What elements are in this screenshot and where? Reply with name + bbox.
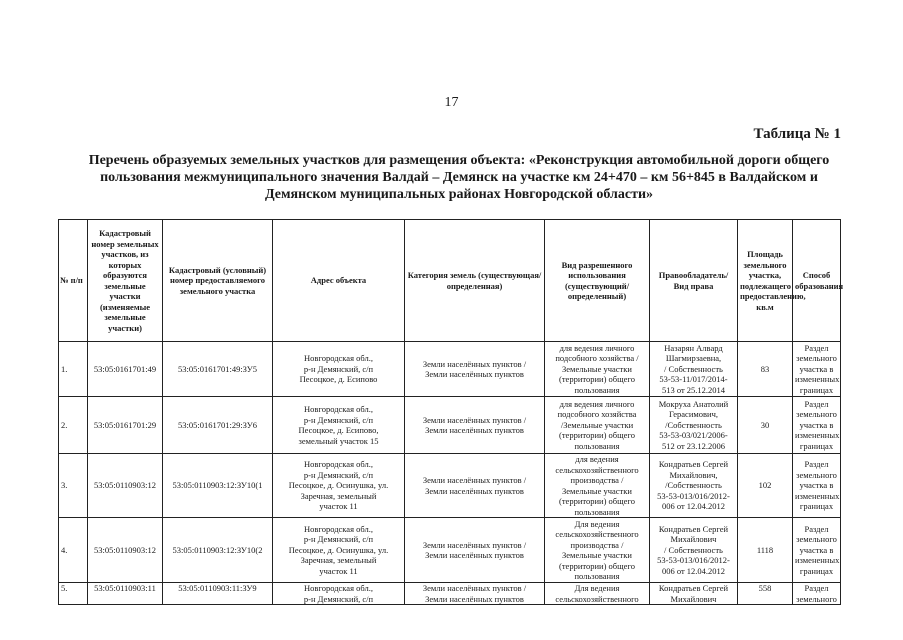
cell-permitted-use: Для ведения сельскохозяйственного производства / Земельные участки (территории) общего пользования <box>545 518 650 583</box>
cell-cadastral: 53:05:0161701:29 <box>88 397 163 454</box>
cell-cadastral: 53:05:0110903:12 <box>88 454 163 518</box>
table-row <box>59 397 841 454</box>
table-row <box>59 454 841 518</box>
header-owner: Правообладатель/ Вид права <box>650 220 738 342</box>
table-row <box>59 518 841 583</box>
cell-num: 3. <box>59 454 88 518</box>
cell-owner: Кондратьев Сергей Михайлович, /Собственность 53-53-013/016/2012- 006 от 12.04.2012 <box>650 454 738 518</box>
cell-formation-method: Раздел земельного участка в измененных границах <box>793 397 841 454</box>
header-permitted-use: Вид разрешенного использования (существующий/определенный) <box>545 220 650 342</box>
cell-num: 5. <box>59 583 88 605</box>
cell-formation-method: Раздел земельного <box>793 583 841 605</box>
cell-area: 1118 <box>738 518 793 583</box>
cell-address: Новгородская обл., р-н Демянский, с/п Песоцкое, д. Есипово <box>273 342 405 397</box>
cell-address: Новгородская обл., р-н Демянский, с/п Песоцкое, д. Осинушка, ул. Заречная, земельный участок 11 <box>273 454 405 518</box>
cell-owner: Кондратьев Сергей Михайлович <box>650 583 738 605</box>
cell-conditional-number: 53:05:0161701:49:ЗУ5 <box>163 342 273 397</box>
cell-conditional-number: 53:05:0110903:12:ЗУ10(1 <box>163 454 273 518</box>
cell-land-category: Земли населённых пунктов / Земли населённых пунктов <box>405 397 545 454</box>
cell-owner: Кондратьев Сергей Михайлович / Собственность 53-53-013/016/2012- 006 от 12.04.2012 <box>650 518 738 583</box>
cell-address: Новгородская обл., р-н Демянский, с/п Песоцкое, д. Есипово, земельный участок 15 <box>273 397 405 454</box>
cell-address: Новгородская обл., р-н Демянский, с/п Песоцкое, д. Осинушка, ул. Заречная, земельный участок 11 <box>273 518 405 583</box>
header-land-category: Категория земель (существующая/определенная) <box>405 220 545 342</box>
cell-conditional-number: 53:05:0161701:29:ЗУ6 <box>163 397 273 454</box>
header-num: № п/п <box>59 220 88 342</box>
cell-conditional-number: 53:05:0110903:11:ЗУ9 <box>163 583 273 605</box>
cell-num: 2. <box>59 397 88 454</box>
header-cadastral: Кадастровый номер земельных участков, из которых образуются земельные участки (изменяемые земельные участки) <box>88 220 163 342</box>
cell-area: 102 <box>738 454 793 518</box>
land-parcels-table <box>58 219 844 605</box>
cell-land-category: Земли населённых пунктов / Земли населённых пунктов <box>405 583 545 605</box>
cell-permitted-use: для ведения личного подсобного хозяйства / Земельные участки (территории) общего пользования <box>545 342 650 397</box>
cell-permitted-use: для ведения сельскохозяйственного производства / Земельные участки (территории) общего пользования <box>545 454 650 518</box>
cell-land-category: Земли населённых пунктов / Земли населённых пунктов <box>405 518 545 583</box>
header-formation-method: Способ образования <box>793 220 841 342</box>
cell-formation-method: Раздел земельного участка в измененных границах <box>793 342 841 397</box>
cell-owner: Мокруха Анатолий Герасимович, /Собственность 53-53-03/021/2006- 512 от 23.12.2006 <box>650 397 738 454</box>
header-conditional-number: Кадастровый (условный) номер предоставляемого земельного участка <box>163 220 273 342</box>
cell-area: 30 <box>738 397 793 454</box>
cell-conditional-number: 53:05:0110903:12:ЗУ10(2 <box>163 518 273 583</box>
table-header <box>59 220 844 342</box>
cell-owner: Назарян Алвард Шагмирзаевна, / Собственность 53-53-11/017/2014- 513 от 25.12.2014 <box>650 342 738 397</box>
cell-cadastral: 53:05:0110903:11 <box>88 583 163 605</box>
cell-num: 4. <box>59 518 88 583</box>
cell-cadastral: 53:05:0110903:12 <box>88 518 163 583</box>
table-row <box>59 342 841 397</box>
cell-num: 1. <box>59 342 88 397</box>
table-label: Таблица № 1 <box>753 126 841 142</box>
cell-area: 558 <box>738 583 793 605</box>
header-address: Адрес объекта <box>273 220 405 342</box>
cell-cadastral: 53:05:0161701:49 <box>88 342 163 397</box>
cell-permitted-use: для ведения личного подсобного хозяйства /Земельные участки (территории) общего пользования <box>545 397 650 454</box>
cell-permitted-use: Для ведения сельскохозяйственного <box>545 583 650 605</box>
page-number: 17 <box>444 95 459 110</box>
cell-land-category: Земли населённых пунктов / Земли населённых пунктов <box>405 454 545 518</box>
cell-formation-method: Раздел земельного участка в измененных границах <box>793 518 841 583</box>
cell-area: 83 <box>738 342 793 397</box>
cell-land-category: Земли населённых пунктов / Земли населённых пунктов <box>405 342 545 397</box>
table-row <box>59 583 841 605</box>
cell-formation-method: Раздел земельного участка в измененных границах <box>793 454 841 518</box>
header-area: Площадь земельного участка, подлежащего предоставлению, кв.м <box>738 220 793 342</box>
document-title: Перечень образуемых земельных участков для размещения объекта: «Реконструкция автомобильной дороги общего пользования межмуниципального значения Валдай – Демянск на участке км 24+470 – км 56+845 в Валдайском и Демянском муниципальных районах Новгородской области» <box>88 153 830 202</box>
cell-address: Новгородская обл., р-н Демянский, с/п <box>273 583 405 605</box>
